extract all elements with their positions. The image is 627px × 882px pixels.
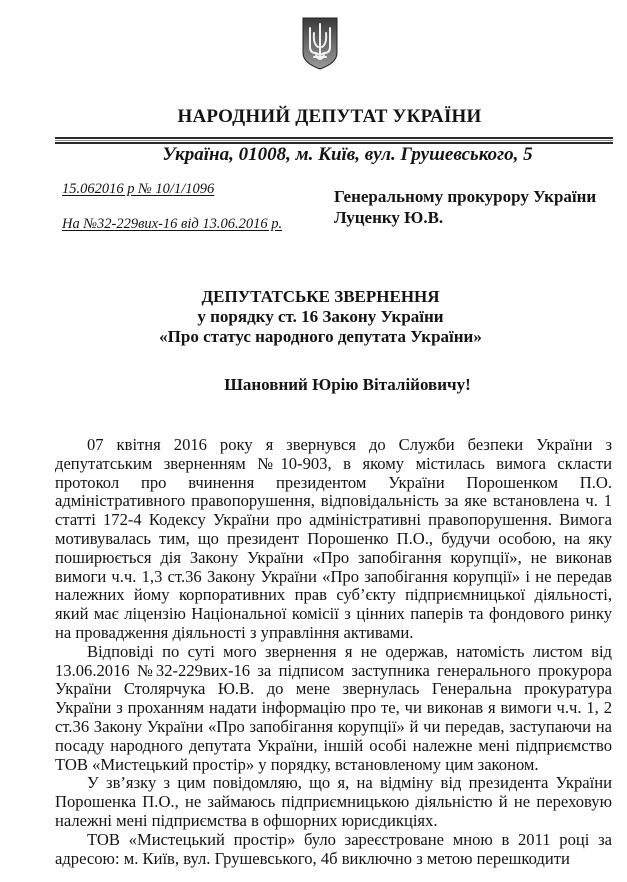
heading-title: ДЕПУТАТСЬКЕ ЗВЕРНЕННЯ	[201, 287, 440, 306]
recipient-block	[334, 186, 596, 228]
body-paragraph: У зв’язку з цим повідомляю, що я, на відміну від президента України Порошенка П.О., не займаюсь підприємницькою діяльністю й не переховую належні мені підприємства в офшорних юрисдикціях.	[55, 773, 612, 830]
letterhead-title: НАРОДНИЙ ДЕПУТАТ УКРАЇНИ	[177, 106, 482, 127]
letterhead-rule-middle	[55, 140, 613, 141]
body-paragraph: ТОВ «Мистецький простір» було зареєстроване мною в 2011 році за адресою: м. Київ, вул. Грушевського, 4б виключно з метою перешкодити	[55, 829, 612, 868]
heading-subtitle: у порядку ст. 16 Закону України	[197, 307, 444, 326]
outgoing-reference: 15.062016 р № 10/1/1096	[62, 181, 215, 197]
salutation: Шановний Юрію Віталійовичу!	[224, 375, 471, 394]
document-heading	[7, 287, 627, 347]
letterhead-rule-top	[55, 137, 613, 139]
recipient-title: Генеральному прокурору України	[334, 187, 597, 206]
recipient-name: Луценку Ю.В.	[334, 208, 444, 227]
letter-body	[55, 436, 612, 868]
incoming-reference: На №32-229вих-16 від 13.06.2016 р.	[62, 216, 283, 232]
trident-coat-of-arms-icon	[302, 17, 338, 70]
body-paragraph: Відповіді по суті мого звернення я не одержав, натомість листом від 13.06.2016 №32-229вих-16 за підписом заступника генерального прокурора України Столярчука Ю.В. до мене звернулась Генеральна прокуратура України з проханням надати інформацію про те, чи виконав я вимоги ч.ч. 1, 2 ст.36 Закону України «Про запобігання корупції» й чи передав, заступаючи на посаду народного депутата України, іншій особі належне мені підприємство ТОВ «Мистецький простір» у порядку, встановленому цим законом.	[55, 641, 612, 774]
letterhead-address: Україна, 01008, м. Київ, вул. Грушевського, 5	[162, 144, 533, 165]
body-paragraph: 07 квітня 2016 року я звернувся до Служби безпеки України з депутатським зверненням №10-903, в якому містилась вимога скласти протокол про вчинення президентом України Порошенком П.О. адміністративного правопорушення, відповідальність за яке встановлена ч. 1 статті 172-4 Кодексу України про адміністративні правопорушення. Вимога мотивувалась тим, що президент Порошенко П.О., будучи особою, на яку поширюється дія Закону України «Про запобігання корупції», не виконав вимоги ч.ч. 1,3 ст.36 Закону України «Про запобігання корупції» і не передав належних йому корпоративних прав суб’єкту підприємницької діяльності, який має ліцензію Національної комісії з цінних паперів та фондового ринку на провадження діяльності з управління активами.	[55, 435, 612, 642]
heading-law-name: «Про статус народного депутата України»	[159, 327, 482, 346]
